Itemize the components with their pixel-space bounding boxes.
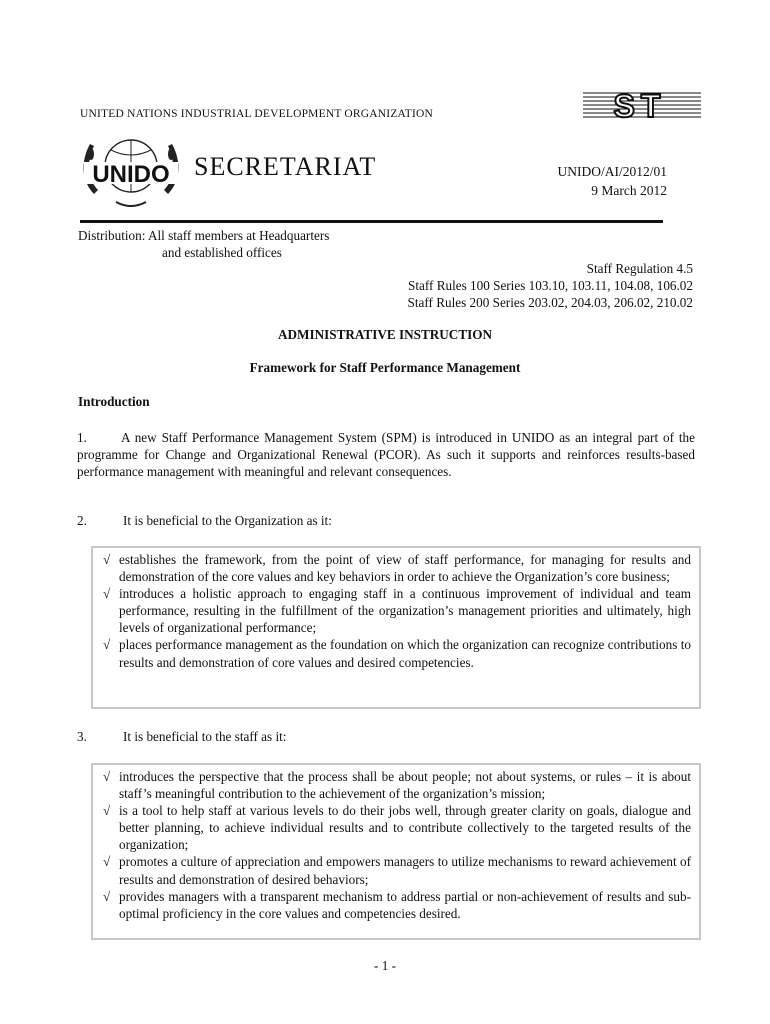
document-subtitle: Framework for Staff Performance Management bbox=[249, 360, 521, 375]
st-logo bbox=[583, 88, 701, 122]
paragraph-text: A new Staff Performance Management System (SPM) is introduced in UNIDO as an integral part of the programme for Change and Organizational Renewal (PCOR). As such it supports and reinforces results-based performance management with meaningful and relevant consequences. bbox=[77, 430, 695, 480]
paragraph-3 bbox=[77, 728, 286, 745]
list-item-text: places performance management as the foundation on which the organization can recognize contributions to results and demonstration of core values and desired competencies. bbox=[119, 637, 691, 670]
distribution-line-1: Distribution: All staff members at Headquarters bbox=[78, 228, 330, 243]
paragraph-text: It is beneficial to the Organization as it: bbox=[123, 513, 332, 528]
check-icon: √ bbox=[103, 552, 111, 567]
secretariat-heading: SECRETARIAT bbox=[194, 152, 377, 181]
document-symbol: UNIDO/AI/2012/01 bbox=[557, 164, 667, 179]
list-item-text: promotes a culture of appreciation and empowers managers to utilize mechanisms to reward achievement of results and demonstration of desired behaviors; bbox=[119, 854, 691, 887]
check-icon: √ bbox=[103, 637, 111, 653]
document-title: ADMINISTRATIVE INSTRUCTION bbox=[277, 327, 493, 342]
document-date: 9 March 2012 bbox=[591, 183, 667, 198]
paragraph-text: It is beneficial to the staff as it: bbox=[123, 729, 287, 744]
header-rule bbox=[80, 220, 663, 223]
list-item-text: establishes the framework, from the point of view of staff performance, for managing for results and demonstration of the core values and key behaviors in order to achieve the Organization’s core business; bbox=[119, 552, 691, 585]
organization-benefits-box bbox=[91, 546, 701, 709]
staff-rule-references bbox=[408, 260, 693, 311]
list-item-text: is a tool to help staff at various levels to do their jobs well, through greater clarity on goals, dialogue and better planning, to achieve individual results and to contribute collectively to the targeted results of the organization; bbox=[119, 803, 691, 853]
reference-line-2: Staff Rules 100 Series 103.10, 103.11, 104.08, 106.02 bbox=[408, 278, 693, 293]
check-icon: √ bbox=[103, 769, 111, 784]
check-icon: √ bbox=[103, 586, 111, 602]
distribution-line-2: and established offices bbox=[162, 245, 282, 260]
paragraph-2 bbox=[77, 512, 332, 529]
list-item bbox=[99, 551, 691, 585]
unido-logo-text: UNIDO bbox=[92, 161, 170, 188]
section-heading: Introduction bbox=[78, 394, 150, 409]
list-item-text: introduces the perspective that the process shall be about people; not about systems, or rules – it is about staff’s meaningful contribution to the achievement of the organization’s mission; bbox=[119, 769, 691, 802]
list-item bbox=[99, 888, 691, 922]
check-icon: √ bbox=[103, 803, 111, 819]
document-reference bbox=[558, 162, 668, 200]
paragraph-number: 3. bbox=[77, 729, 87, 744]
reference-line-3: Staff Rules 200 Series 203.02, 204.03, 206.02, 210.02 bbox=[407, 295, 693, 310]
list-item bbox=[99, 853, 691, 887]
page-number: - 1 - bbox=[374, 958, 396, 973]
list-item bbox=[99, 585, 691, 636]
paragraph-1 bbox=[77, 429, 695, 481]
st-logo-text: ST bbox=[613, 88, 667, 122]
check-icon: √ bbox=[103, 888, 111, 904]
unido-emblem bbox=[76, 132, 186, 216]
organization-name: UNITED NATIONS INDUSTRIAL DEVELOPMENT ORGANIZATION bbox=[80, 108, 434, 120]
paragraph-number: 1. bbox=[77, 430, 87, 445]
list-item bbox=[99, 636, 691, 670]
paragraph-number: 2. bbox=[77, 513, 87, 528]
list-item-text: provides managers with a transparent mechanism to address partial or non-achievement of results and sub-optimal proficiency in the core values and competencies desired. bbox=[119, 888, 691, 921]
check-icon: √ bbox=[103, 854, 111, 870]
staff-benefits-box bbox=[91, 763, 701, 940]
list-item-text: introduces a holistic approach to engaging staff in a continuous improvement of individual and team performance, resulting in the fulfillment of the organization’s management priorities and ultimately, high levels of organizational performance; bbox=[119, 586, 691, 636]
distribution bbox=[78, 227, 329, 261]
list-item bbox=[99, 768, 691, 802]
reference-line-1: Staff Regulation 4.5 bbox=[586, 261, 693, 276]
list-item bbox=[99, 802, 691, 853]
